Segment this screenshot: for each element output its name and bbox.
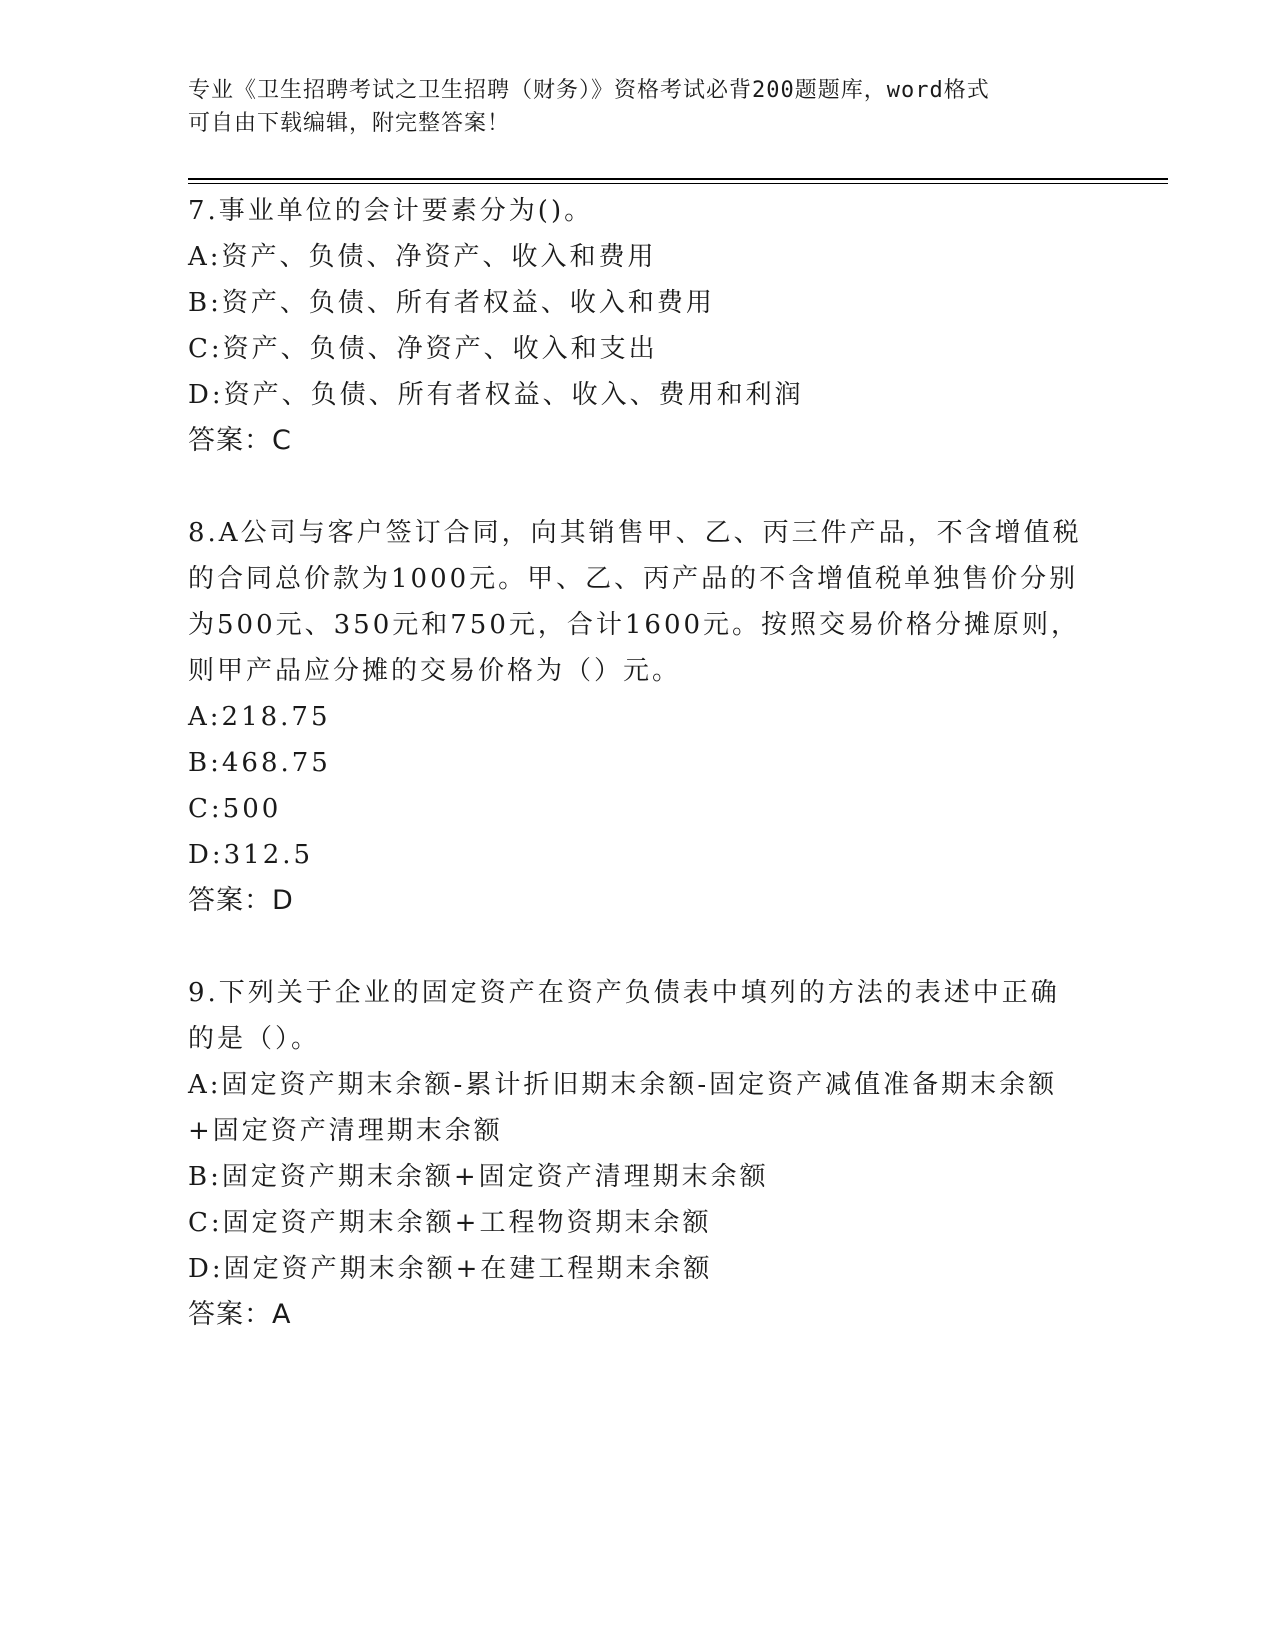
question-stem-line: 为500元、350元和750元，合计1600元。按照交易价格分摊原则， bbox=[188, 610, 1081, 640]
answer-line: 答案：C bbox=[188, 425, 292, 456]
answer-line: 答案：D bbox=[188, 885, 294, 916]
option-d: D:资产、负债、所有者权益、收入、费用和利润 bbox=[188, 380, 804, 410]
header-rule-thin bbox=[188, 183, 1168, 184]
question-8 bbox=[188, 510, 1088, 924]
question-spacer bbox=[188, 464, 1088, 510]
option-a-continued: +固定资产清理期末余额 bbox=[188, 1116, 503, 1146]
question-stem-line: 9.下列关于企业的固定资产在资产负债表中填列的方法的表述中正确 bbox=[188, 978, 1060, 1008]
question-stem-line: 则甲产品应分摊的交易价格为（）元。 bbox=[188, 656, 682, 686]
question-7 bbox=[188, 188, 1088, 464]
document-header bbox=[188, 74, 1088, 140]
question-stem-line: 的是（）。 bbox=[188, 1024, 321, 1054]
question-stem-line: 8.A公司与客户签订合同，向其销售甲、乙、丙三件产品，不含增值税 bbox=[188, 518, 1082, 548]
question-9 bbox=[188, 970, 1088, 1338]
header-line-1: 专业《卫生招聘考试之卫生招聘（财务）》资格考试必背200题题库，word格式 bbox=[188, 78, 990, 103]
option-b: B:资产、负债、所有者权益、收入和费用 bbox=[188, 288, 715, 318]
option-b: B:固定资产期末余额+固定资产清理期末余额 bbox=[188, 1162, 769, 1192]
option-b: B:468.75 bbox=[188, 748, 331, 778]
question-spacer bbox=[188, 924, 1088, 970]
question-stem-line: 的合同总价款为1000元。甲、乙、丙产品的不含增值税单独售价分别 bbox=[188, 564, 1079, 594]
option-c: C:资产、负债、净资产、收入和支出 bbox=[188, 334, 658, 364]
header-rule-thick bbox=[188, 178, 1168, 180]
header-line-2: 可自由下载编辑，附完整答案！ bbox=[188, 111, 511, 136]
option-d: D:312.5 bbox=[188, 840, 314, 870]
option-c: C:500 bbox=[188, 794, 282, 824]
question-stem-line: 7.事业单位的会计要素分为()。 bbox=[188, 196, 594, 226]
question-list bbox=[188, 188, 1088, 1338]
option-a: A:资产、负债、净资产、收入和费用 bbox=[188, 242, 657, 272]
option-d: D:固定资产期末余额+在建工程期末余额 bbox=[188, 1254, 713, 1284]
option-a: A:218.75 bbox=[188, 702, 331, 732]
option-a: A:固定资产期末余额-累计折旧期末余额-固定资产减值准备期末余额 bbox=[188, 1070, 1058, 1100]
option-c: C:固定资产期末余额+工程物资期末余额 bbox=[188, 1208, 712, 1238]
answer-line: 答案：A bbox=[188, 1299, 292, 1330]
